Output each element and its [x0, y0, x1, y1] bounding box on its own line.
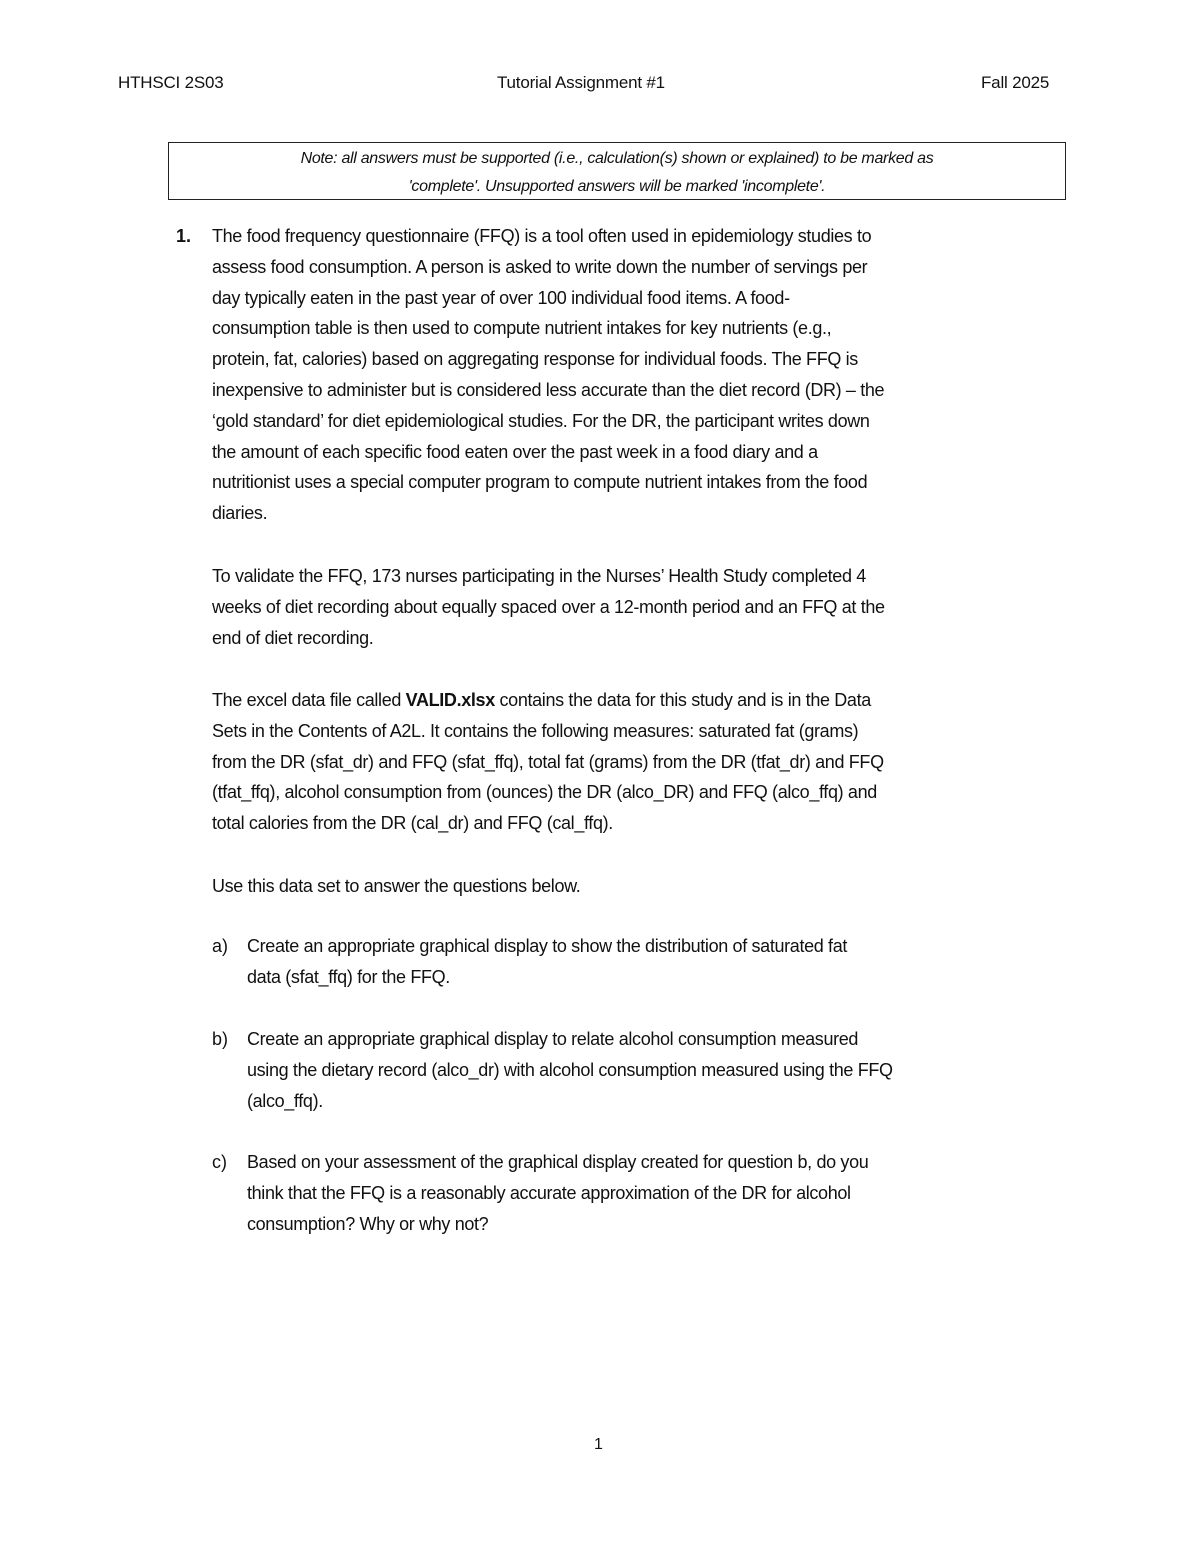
header-term: Fall 2025	[981, 73, 1050, 92]
instruction: Use this data set to answer the questions below.	[212, 876, 581, 896]
question-intro	[212, 221, 884, 529]
datafile-suffix: contains the data for this study and is in the Data	[494, 690, 871, 710]
part-b	[247, 1024, 893, 1116]
text-line: consumption? Why or why not?	[247, 1213, 489, 1234]
text-line: Create an appropriate graphical display to show the distribution of saturated fat	[247, 936, 848, 956]
text-line: consumption table is then used to compute nutrient intakes for key nutrients (e.g.,	[212, 318, 832, 339]
question-number: 1.	[176, 226, 192, 246]
text-line: weeks of diet recording about equally spaced over a 12-month period and an FFQ at the	[212, 596, 885, 617]
text-line: Sets in the Contents of A2L. It contains the following measures: saturated fat (grams)	[212, 720, 859, 741]
text-line: assess food consumption. A person is asked to write down the number of servings per	[212, 256, 868, 277]
text-line: think that the FFQ is a reasonably accurate approximation of the DR for alcohol	[247, 1182, 851, 1203]
text-line: ‘gold standard’ for diet epidemiological studies. For the DR, the participant writes down	[212, 410, 870, 431]
text-line: To validate the FFQ, 173 nurses participating in the Nurses’ Health Study completed 4	[212, 566, 866, 586]
text-line: Based on your assessment of the graphical display created for question b, do you	[247, 1152, 869, 1172]
note-box	[168, 142, 1066, 200]
part-label: a)	[212, 936, 229, 956]
text-line: total calories from the DR (cal_dr) and FFQ (cal_ffq).	[212, 813, 613, 834]
page-number: 1	[594, 1436, 603, 1453]
datafile-paragraph	[212, 685, 884, 839]
header-course: HTHSCI 2S03	[118, 73, 224, 92]
part-label: b)	[212, 1029, 229, 1049]
header-title: Tutorial Assignment #1	[497, 73, 665, 92]
part-c	[247, 1147, 868, 1239]
text-line: nutritionist uses a special computer program to compute nutrient intakes from the food	[212, 472, 868, 493]
datafile-prefix: The excel data file called	[212, 690, 406, 710]
text-line: the amount of each specific food eaten over the past week in a food diary and a	[212, 441, 818, 462]
datafile-name: VALID.xlsx	[405, 690, 495, 710]
note-line: Note: all answers must be supported (i.e., calculation(s) shown or explained) to be marked as	[300, 150, 934, 167]
text-line: day typically eaten in the past year of over 100 individual food items. A food-	[212, 287, 790, 308]
text-line: The food frequency questionnaire (FFQ) is a tool often used in epidemiology studies to	[212, 226, 872, 246]
text-line: protein, fat, calories) based on aggregating response for individual foods. The FFQ is	[212, 349, 858, 370]
note-line: 'complete'. Unsupported answers will be marked 'incomplete'.	[408, 178, 826, 195]
validation-paragraph	[212, 561, 885, 653]
part-a	[247, 931, 847, 993]
text-line: Create an appropriate graphical display to relate alcohol consumption measured	[247, 1029, 859, 1049]
text-line: end of diet recording.	[212, 627, 374, 648]
text-line: (tfat_ffq), alcohol consumption from (ounces) the DR (alco_DR) and FFQ (alco_ffq) and	[212, 782, 877, 803]
text-line: inexpensive to administer but is considered less accurate than the diet record (DR) – the	[212, 379, 885, 400]
text-line: data (sfat_ffq) for the FFQ.	[247, 966, 450, 987]
text-line: diaries.	[212, 503, 268, 524]
text-line: using the dietary record (alco_dr) with alcohol consumption measured using the FFQ	[247, 1059, 893, 1080]
part-label: c)	[212, 1152, 227, 1172]
text-line: from the DR (sfat_dr) and FFQ (sfat_ffq), total fat (grams) from the DR (tfat_dr) and FFQ	[212, 751, 884, 772]
text-line: (alco_ffq).	[247, 1090, 323, 1111]
datafile-first-line	[212, 685, 884, 716]
